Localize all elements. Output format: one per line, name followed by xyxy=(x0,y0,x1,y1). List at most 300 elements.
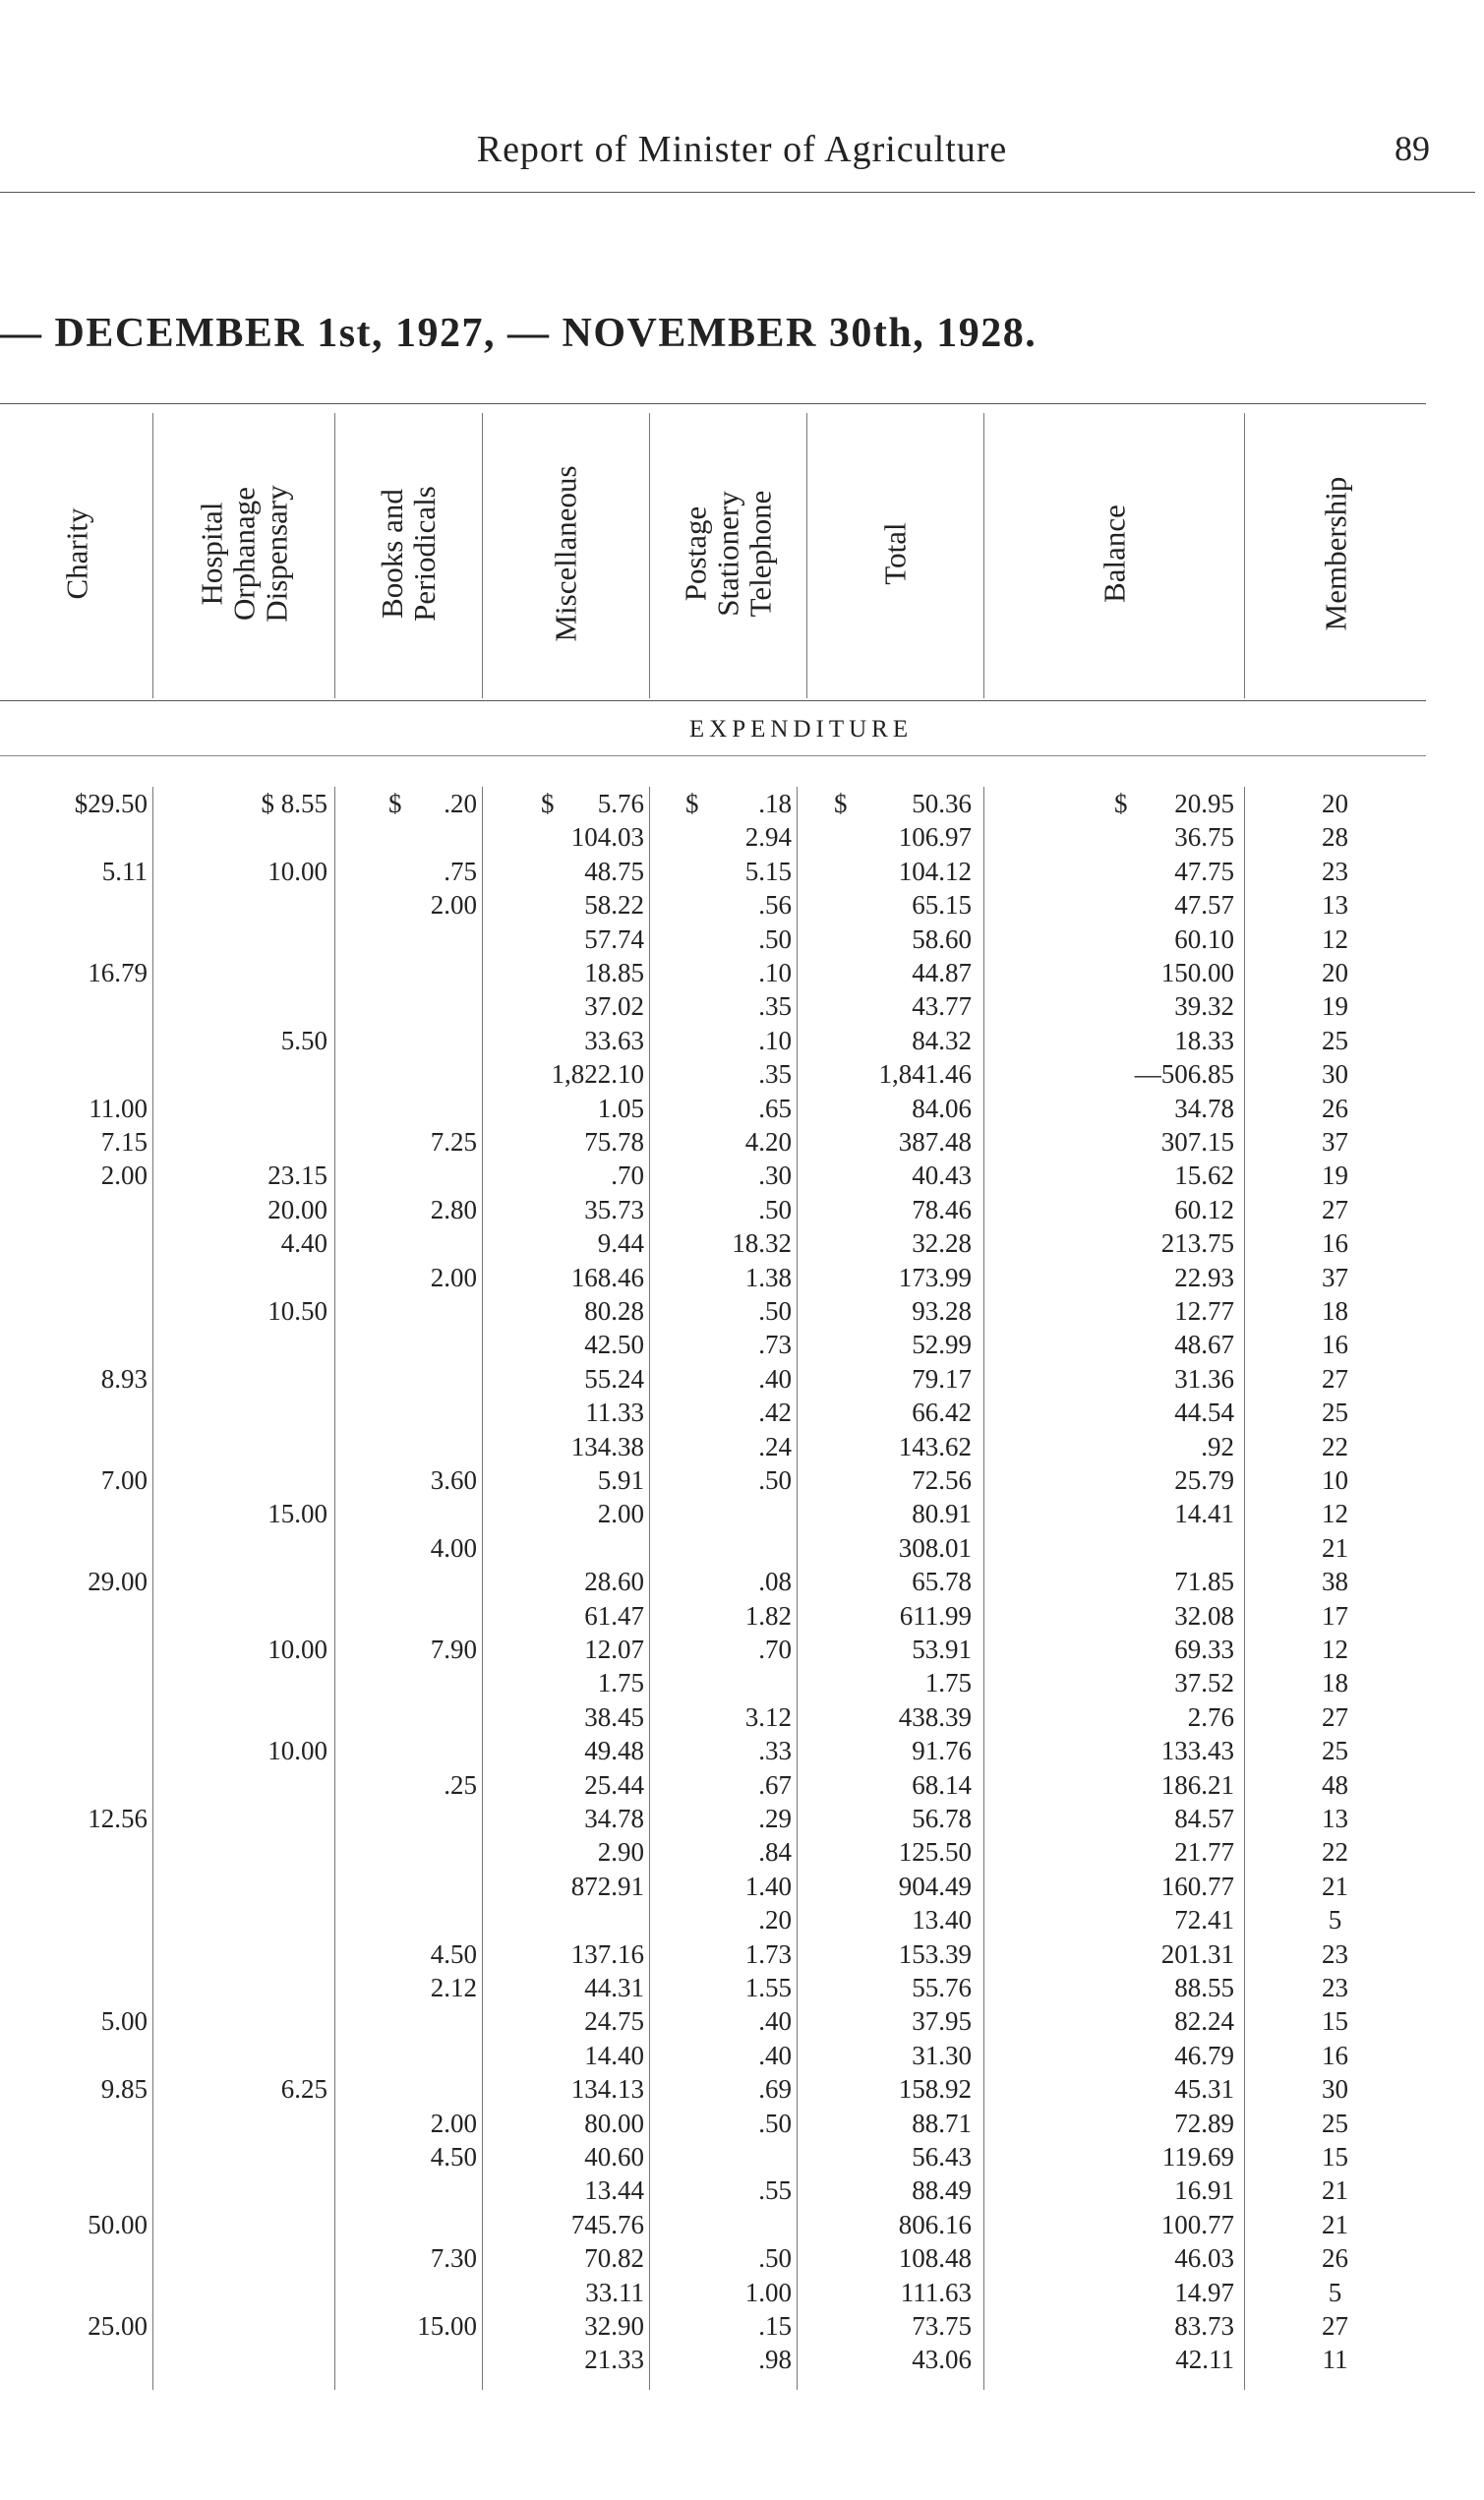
cell-misc: 11.33 xyxy=(585,1398,644,1428)
col-header-books: Books and Periodicals xyxy=(375,485,442,622)
cell-books: 2.12 xyxy=(430,1973,477,2002)
cell-charity xyxy=(0,1870,148,1903)
cell-membership: 13 xyxy=(1322,1804,1348,1833)
table-row xyxy=(0,1835,1484,1869)
table-row xyxy=(0,2107,1484,2140)
cell-charity xyxy=(0,1226,148,1260)
cell-membership: 12 xyxy=(1322,923,1348,954)
cell-misc: 2.90 xyxy=(597,1837,644,1868)
cell-hospital xyxy=(152,1870,327,1903)
cell-total: 1.75 xyxy=(924,1668,972,1698)
cell-postage: .10 xyxy=(758,958,792,987)
cell-books: .75 xyxy=(444,856,477,886)
cell-charity: 9.85 xyxy=(100,2074,148,2105)
cell-balance: .92 xyxy=(1201,1431,1234,1461)
cell-postage: 18.32 xyxy=(732,1228,792,1259)
cell-charity xyxy=(0,1531,148,1565)
cell-charity xyxy=(0,1193,148,1226)
currency-symbol-misc: $ xyxy=(541,789,555,818)
cell-books: .20 xyxy=(444,789,477,818)
cell-postage: .70 xyxy=(758,1635,792,1664)
table-top-rule xyxy=(0,403,1426,404)
cell-total: 43.77 xyxy=(912,991,972,1022)
cell-membership: 15 xyxy=(1322,2142,1348,2172)
cell-charity: 8.93 xyxy=(100,1363,148,1394)
cell-books xyxy=(334,956,477,989)
cell-membership: 20 xyxy=(1322,958,1348,987)
cell-total: 66.42 xyxy=(912,1398,972,1428)
cell-charity xyxy=(0,1294,148,1328)
cell-balance: 42.11 xyxy=(1175,2345,1234,2375)
cell-total: 44.87 xyxy=(912,958,972,987)
header-col-divider xyxy=(334,413,335,698)
cell-charity: 29.00 xyxy=(88,1567,148,1597)
cell-hospital xyxy=(152,2173,327,2207)
table-row xyxy=(0,1599,1484,1633)
table-row xyxy=(0,1870,1484,1903)
cell-total: 40.43 xyxy=(912,1161,972,1191)
cell-misc: 1.75 xyxy=(597,1668,644,1698)
cell-balance: 100.77 xyxy=(1160,2209,1234,2239)
cell-misc: 104.03 xyxy=(570,822,644,853)
cell-postage: .40 xyxy=(758,2040,792,2070)
cell-charity xyxy=(0,2343,148,2376)
cell-total: 65.78 xyxy=(912,1567,972,1597)
cell-balance: 119.69 xyxy=(1161,2142,1234,2172)
cell-membership: 18 xyxy=(1322,1668,1348,1698)
cell-total: 55.76 xyxy=(912,1973,972,2002)
cell-balance: 31.36 xyxy=(1174,1363,1234,1394)
cell-balance: —506.85 xyxy=(1134,1059,1234,1090)
cell-membership: 12 xyxy=(1322,1499,1348,1529)
cell-membership: 13 xyxy=(1322,890,1348,921)
cell-charity: 2.00 xyxy=(100,1161,148,1191)
cell-balance: 307.15 xyxy=(1160,1127,1234,1157)
cell-books xyxy=(334,1328,477,1361)
cell-membership: 5 xyxy=(1328,2277,1342,2307)
table-row xyxy=(0,2241,1484,2275)
table-row xyxy=(0,1565,1484,1598)
cell-membership: 30 xyxy=(1322,1059,1348,1090)
cell-postage: .35 xyxy=(758,1059,792,1090)
cell-misc xyxy=(482,1531,644,1565)
cell-postage: .50 xyxy=(758,2243,792,2274)
cell-balance: 14.41 xyxy=(1174,1499,1234,1529)
cell-misc: 745.76 xyxy=(570,2209,644,2239)
table-row xyxy=(0,1294,1484,1328)
table-row xyxy=(0,1430,1484,1463)
cell-books xyxy=(334,1159,477,1192)
cell-charity xyxy=(0,2241,148,2275)
cell-charity xyxy=(0,1903,148,1936)
table-row xyxy=(0,1633,1484,1666)
cell-charity xyxy=(0,1700,148,1734)
cell-hospital xyxy=(152,1057,327,1091)
cell-postage: .08 xyxy=(758,1567,792,1597)
cell-books xyxy=(334,1565,477,1598)
cell-postage: 1.73 xyxy=(744,1938,792,1969)
cell-total: 56.43 xyxy=(912,2142,972,2172)
cell-postage: .10 xyxy=(758,1025,792,1055)
cell-hospital xyxy=(152,1599,327,1633)
table-row xyxy=(0,787,1484,820)
cell-membership: 25 xyxy=(1322,1025,1348,1055)
cell-membership: 21 xyxy=(1322,2175,1348,2206)
cell-misc: 49.48 xyxy=(584,1736,644,1766)
cell-membership: 15 xyxy=(1322,2006,1348,2037)
cell-charity: 16.79 xyxy=(88,958,148,987)
cell-postage: .56 xyxy=(758,890,792,921)
cell-hospital xyxy=(152,1903,327,1936)
cell-membership: 27 xyxy=(1322,1701,1348,1732)
cell-total: 93.28 xyxy=(912,1296,972,1326)
cell-total: 158.92 xyxy=(898,2074,972,2105)
cell-total: 143.62 xyxy=(898,1431,972,1461)
cell-membership: 27 xyxy=(1322,1194,1348,1224)
cell-hospital xyxy=(152,1328,327,1361)
cell-total: 108.48 xyxy=(898,2243,972,2274)
header-rule xyxy=(0,192,1475,193)
table-row xyxy=(0,923,1484,956)
cell-charity: 7.00 xyxy=(100,1465,148,1495)
cell-balance: 84.57 xyxy=(1174,1804,1234,1833)
cell-membership: 26 xyxy=(1322,1093,1348,1123)
cell-charity: 5.00 xyxy=(100,2006,148,2037)
cell-hospital xyxy=(152,989,327,1023)
cell-balance xyxy=(983,1531,1234,1565)
header-col-divider xyxy=(1244,413,1245,698)
cell-books xyxy=(334,1802,477,1835)
cell-postage: .67 xyxy=(758,1769,792,1800)
cell-charity xyxy=(0,1937,148,1971)
cell-hospital xyxy=(152,2107,327,2140)
cell-misc: 38.45 xyxy=(584,1701,644,1732)
col-header-total: Total xyxy=(877,521,913,585)
cell-books xyxy=(334,1835,477,1869)
table-row xyxy=(0,2140,1484,2173)
cell-hospital xyxy=(152,956,327,989)
section-caption: EXPENDITURE xyxy=(688,716,914,743)
cell-balance: 48.67 xyxy=(1174,1330,1234,1360)
cell-books: .25 xyxy=(444,1769,477,1800)
cell-hospital: 15.00 xyxy=(267,1499,327,1529)
table-row xyxy=(0,2173,1484,2207)
cell-balance: 21.77 xyxy=(1174,1837,1234,1868)
cell-postage: 3.12 xyxy=(744,1701,792,1732)
cell-hospital xyxy=(152,1261,327,1294)
cell-books xyxy=(334,1226,477,1260)
cell-total: 173.99 xyxy=(898,1262,972,1292)
cell-hospital xyxy=(152,2039,327,2072)
cell-hospital xyxy=(152,2004,327,2038)
cell-misc: 32.90 xyxy=(584,2311,644,2341)
cell-hospital xyxy=(152,2208,327,2241)
cell-misc: 18.85 xyxy=(584,958,644,987)
cell-misc: 61.47 xyxy=(584,1600,644,1631)
cell-hospital xyxy=(152,1768,327,1802)
cell-books: 7.30 xyxy=(430,2243,477,2274)
cell-charity: 11.00 xyxy=(89,1093,148,1123)
cell-hospital xyxy=(152,1700,327,1734)
cell-balance: 72.89 xyxy=(1174,2108,1234,2138)
cell-total: 80.91 xyxy=(912,1499,972,1529)
cell-misc: 48.75 xyxy=(584,856,644,886)
cell-total: 111.63 xyxy=(900,2277,972,2307)
cell-books xyxy=(334,1599,477,1633)
header-col-divider xyxy=(152,413,153,698)
cell-membership: 30 xyxy=(1322,2074,1348,2105)
cell-postage: .40 xyxy=(758,2006,792,2037)
cell-books xyxy=(334,2208,477,2241)
table-row xyxy=(0,1802,1484,1835)
cell-misc: 37.02 xyxy=(584,991,644,1022)
table-row xyxy=(0,2039,1484,2072)
cell-charity xyxy=(0,2173,148,2207)
header-col-divider xyxy=(806,413,807,698)
cell-hospital: 4.40 xyxy=(280,1228,327,1259)
cell-postage: .50 xyxy=(758,1296,792,1326)
cell-charity xyxy=(0,1971,148,2004)
cell-balance: 22.93 xyxy=(1174,1262,1234,1292)
cell-hospital xyxy=(152,1835,327,1869)
cell-total: 72.56 xyxy=(912,1465,972,1495)
cell-charity xyxy=(0,1396,148,1429)
cell-misc: 9.44 xyxy=(597,1228,644,1259)
cell-total: 13.40 xyxy=(912,1905,972,1935)
table-row xyxy=(0,1937,1484,1971)
cell-membership: 21 xyxy=(1322,1871,1348,1901)
col-header-misc: Miscellaneous xyxy=(548,464,583,642)
cell-membership: 21 xyxy=(1322,2209,1348,2239)
cell-books xyxy=(334,1430,477,1463)
cell-postage: .29 xyxy=(758,1804,792,1833)
table-row xyxy=(0,1261,1484,1294)
currency-symbol-postage: $ xyxy=(685,789,699,818)
table-row xyxy=(0,1193,1484,1226)
cell-charity: 50.00 xyxy=(88,2209,148,2239)
col-header-postage: Postage Stationery Telephone xyxy=(678,490,778,617)
cell-books xyxy=(334,989,477,1023)
cell-balance: 186.21 xyxy=(1160,1769,1234,1800)
cell-balance: 16.91 xyxy=(1174,2175,1234,2206)
cell-total: 904.49 xyxy=(898,1871,972,1901)
cell-charity xyxy=(0,1734,148,1767)
cell-total: 43.06 xyxy=(912,2345,972,2375)
cell-total: 84.06 xyxy=(912,1093,972,1123)
cell-books: 2.00 xyxy=(430,890,477,921)
table-row xyxy=(0,1226,1484,1260)
table-row xyxy=(0,1971,1484,2004)
cell-total: 58.60 xyxy=(912,923,972,954)
cell-books xyxy=(334,1497,477,1530)
cell-charity xyxy=(0,1666,148,1699)
cell-total: 106.97 xyxy=(898,822,972,853)
cell-postage: 1.00 xyxy=(744,2277,792,2307)
cell-charity xyxy=(0,888,148,922)
table-row xyxy=(0,820,1484,854)
cell-balance: 14.97 xyxy=(1174,2277,1234,2307)
cell-membership: 16 xyxy=(1322,1330,1348,1360)
table-row xyxy=(0,1497,1484,1530)
cell-total: 53.91 xyxy=(912,1635,972,1664)
cell-hospital xyxy=(152,2140,327,2173)
cell-books xyxy=(334,1396,477,1429)
cell-membership: 17 xyxy=(1322,1600,1348,1631)
date-range-heading: — DECEMBER 1st, 1927, — NOVEMBER 30th, 1928. xyxy=(0,311,1038,356)
table-row xyxy=(0,2072,1484,2106)
cell-balance: 201.31 xyxy=(1160,1938,1234,1969)
table-row xyxy=(0,855,1484,888)
cell-misc: 75.78 xyxy=(584,1127,644,1157)
cell-total: 50.36 xyxy=(912,789,972,818)
cell-charity xyxy=(0,820,148,854)
cell-books xyxy=(334,1870,477,1903)
cell-total: 308.01 xyxy=(898,1532,972,1563)
page-number: 89 xyxy=(1395,129,1430,168)
cell-balance: 160.77 xyxy=(1160,1871,1234,1901)
cell-total: 84.32 xyxy=(912,1025,972,1055)
cell-postage: 1.82 xyxy=(744,1600,792,1631)
cell-total: 153.39 xyxy=(898,1938,972,1969)
cell-total: 65.15 xyxy=(912,890,972,921)
cell-charity xyxy=(0,2039,148,2072)
cell-books xyxy=(334,1734,477,1767)
cell-books: 4.50 xyxy=(430,2142,477,2172)
cell-misc: 28.60 xyxy=(584,1567,644,1597)
cell-books xyxy=(334,2072,477,2106)
cell-books xyxy=(334,1024,477,1057)
cell-misc: 1,822.10 xyxy=(551,1059,644,1090)
cell-misc: 57.74 xyxy=(584,923,644,954)
cell-balance: 71.85 xyxy=(1174,1567,1234,1597)
cell-books xyxy=(334,2173,477,2207)
col-header-hospital: Hospital Orphanage Dispensary xyxy=(194,484,293,623)
cell-charity: 12.56 xyxy=(88,1804,148,1833)
cell-membership: 21 xyxy=(1322,1532,1348,1563)
cell-hospital xyxy=(152,2309,327,2343)
cell-books xyxy=(334,1057,477,1091)
cell-misc: 34.78 xyxy=(584,1804,644,1833)
cell-total: 1,841.46 xyxy=(878,1059,972,1090)
cell-misc: 13.44 xyxy=(584,2175,644,2206)
cell-balance: 47.57 xyxy=(1174,890,1234,921)
cell-books: 2.80 xyxy=(430,1194,477,1224)
cell-total: 88.49 xyxy=(912,2175,972,2206)
cell-postage: 4.20 xyxy=(744,1127,792,1157)
cell-postage: .18 xyxy=(758,789,792,818)
cell-membership: 25 xyxy=(1322,2108,1348,2138)
cell-books: 3.60 xyxy=(430,1465,477,1495)
cell-misc: 33.11 xyxy=(585,2277,644,2307)
running-title: Report of Minister of Agriculture xyxy=(476,129,1008,170)
cell-misc: 137.16 xyxy=(570,1938,644,1969)
cell-hospital: 5.50 xyxy=(280,1025,327,1055)
cell-misc: 55.24 xyxy=(584,1363,644,1394)
cell-membership: 38 xyxy=(1322,1567,1348,1597)
cell-total: 68.14 xyxy=(912,1769,972,1800)
cell-hospital: 20.00 xyxy=(267,1194,327,1224)
cell-membership: 19 xyxy=(1322,991,1348,1022)
cell-balance: 45.31 xyxy=(1174,2074,1234,2105)
cell-hospital xyxy=(152,888,327,922)
col-header-membership: Membership xyxy=(1318,476,1352,630)
cell-balance: 15.62 xyxy=(1174,1161,1234,1191)
cell-postage: .84 xyxy=(758,1837,792,1868)
cell-total: 88.71 xyxy=(912,2108,972,2138)
table-row xyxy=(0,888,1484,922)
cell-membership: 22 xyxy=(1322,1431,1348,1461)
cell-balance: 133.43 xyxy=(1160,1736,1234,1766)
currency-symbol-total: $ xyxy=(834,789,848,818)
cell-charity: 7.15 xyxy=(100,1127,148,1157)
cell-total: 438.39 xyxy=(898,1701,972,1732)
cell-books xyxy=(334,1092,477,1125)
table-row xyxy=(0,1768,1484,1802)
table-row xyxy=(0,1092,1484,1125)
caption-bottom-rule xyxy=(0,755,1426,756)
cell-postage: .42 xyxy=(758,1398,792,1428)
cell-total: 79.17 xyxy=(912,1363,972,1394)
cell-postage: .69 xyxy=(758,2074,792,2105)
cell-total: 37.95 xyxy=(912,2006,972,2037)
cell-books xyxy=(334,1666,477,1699)
table-row xyxy=(0,1057,1484,1091)
table-row xyxy=(0,1125,1484,1159)
cell-membership: 20 xyxy=(1322,789,1348,818)
cell-total: 104.12 xyxy=(898,856,972,886)
cell-postage: .98 xyxy=(758,2345,792,2375)
cell-postage xyxy=(649,1497,792,1530)
cell-books xyxy=(334,1362,477,1396)
cell-hospital xyxy=(152,1362,327,1396)
cell-misc: 12.07 xyxy=(584,1635,644,1664)
cell-hospital xyxy=(152,1802,327,1835)
cell-postage: .65 xyxy=(758,1093,792,1123)
cell-membership: 23 xyxy=(1322,856,1348,886)
cell-charity xyxy=(0,1024,148,1057)
cell-books: 2.00 xyxy=(430,2108,477,2138)
cell-postage xyxy=(649,2140,792,2173)
table-row xyxy=(0,2309,1484,2343)
table-row xyxy=(0,956,1484,989)
cell-postage: .35 xyxy=(758,991,792,1022)
cell-misc: 24.75 xyxy=(584,2006,644,2037)
cell-charity xyxy=(0,2107,148,2140)
cell-membership: 22 xyxy=(1322,1837,1348,1868)
cell-membership: 23 xyxy=(1322,1973,1348,2002)
cell-membership: 48 xyxy=(1322,1769,1348,1800)
cell-charity xyxy=(0,1599,148,1633)
cell-postage: .73 xyxy=(758,1330,792,1360)
cell-hospital xyxy=(152,923,327,956)
cell-books xyxy=(334,2039,477,2072)
cell-total: 387.48 xyxy=(898,1127,972,1157)
table-row xyxy=(0,2343,1484,2376)
table-row xyxy=(0,1666,1484,1699)
cell-hospital xyxy=(152,1125,327,1159)
cell-hospital: 23.15 xyxy=(267,1161,327,1191)
cell-charity xyxy=(0,1430,148,1463)
cell-charity xyxy=(0,989,148,1023)
cell-postage: .50 xyxy=(758,2108,792,2138)
cell-misc: 80.28 xyxy=(584,1296,644,1326)
cell-misc: 5.76 xyxy=(597,789,644,818)
cell-charity xyxy=(0,1835,148,1869)
header-col-divider xyxy=(983,413,984,698)
cell-total: 31.30 xyxy=(912,2040,972,2070)
cell-postage: .15 xyxy=(758,2311,792,2341)
cell-balance: 18.33 xyxy=(1174,1025,1234,1055)
